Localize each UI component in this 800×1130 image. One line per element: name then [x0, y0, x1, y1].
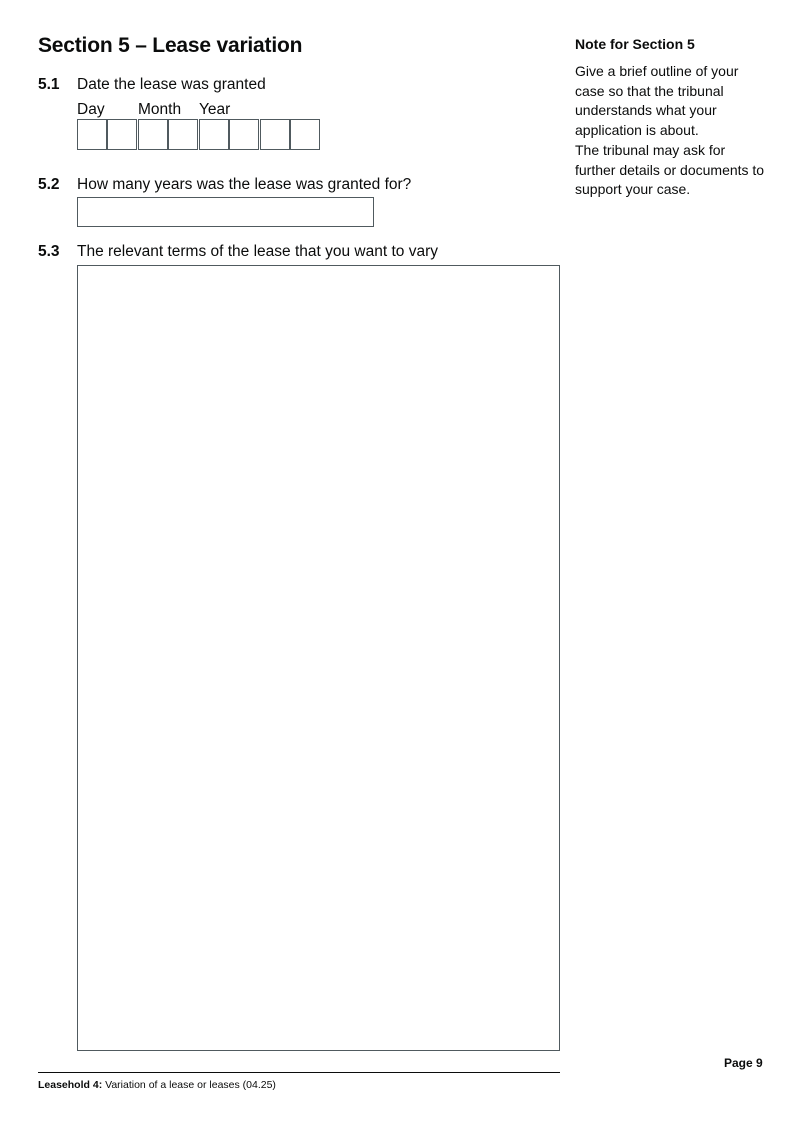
- year-digit-1-input[interactable]: [199, 119, 229, 150]
- question-text-5-3: The relevant terms of the lease that you want to vary: [77, 243, 438, 260]
- footer-divider: [38, 1072, 560, 1073]
- question-number-5-2: 5.2: [38, 176, 60, 193]
- question-number-5-1: 5.1: [38, 76, 60, 93]
- note-paragraph-1: Give a brief outline of your case so that the tribunal understands what your application is about.: [575, 63, 739, 138]
- lease-terms-textarea[interactable]: [77, 265, 560, 1051]
- day-digit-2-input[interactable]: [107, 119, 137, 150]
- year-digit-3-input[interactable]: [260, 119, 290, 150]
- page-number: Page 9: [724, 1056, 763, 1070]
- question-number-5-3: 5.3: [38, 243, 60, 260]
- month-digit-2-input[interactable]: [168, 119, 198, 150]
- year-digit-2-input[interactable]: [229, 119, 259, 150]
- year-label: Year: [199, 101, 231, 118]
- question-text-5-2: How many years was the lease was granted for?: [77, 176, 412, 193]
- lease-years-input[interactable]: [77, 197, 374, 227]
- question-text-5-1: Date the lease was granted: [77, 76, 266, 93]
- footer-form-name: Leasehold 4:: [38, 1079, 103, 1091]
- note-title: Note for Section 5: [575, 36, 695, 52]
- day-digit-1-input[interactable]: [77, 119, 107, 150]
- footer-description: Variation of a lease or leases (04.25): [105, 1079, 276, 1091]
- month-digit-1-input[interactable]: [138, 119, 168, 150]
- day-label: Day: [77, 101, 105, 118]
- month-label: Month: [138, 101, 182, 118]
- note-paragraph-2: The tribunal may ask for further details or documents to support your case.: [575, 142, 765, 197]
- year-digit-4-input[interactable]: [290, 119, 320, 150]
- section-title: Section 5 – Lease variation: [38, 34, 303, 57]
- footer: [38, 1079, 276, 1091]
